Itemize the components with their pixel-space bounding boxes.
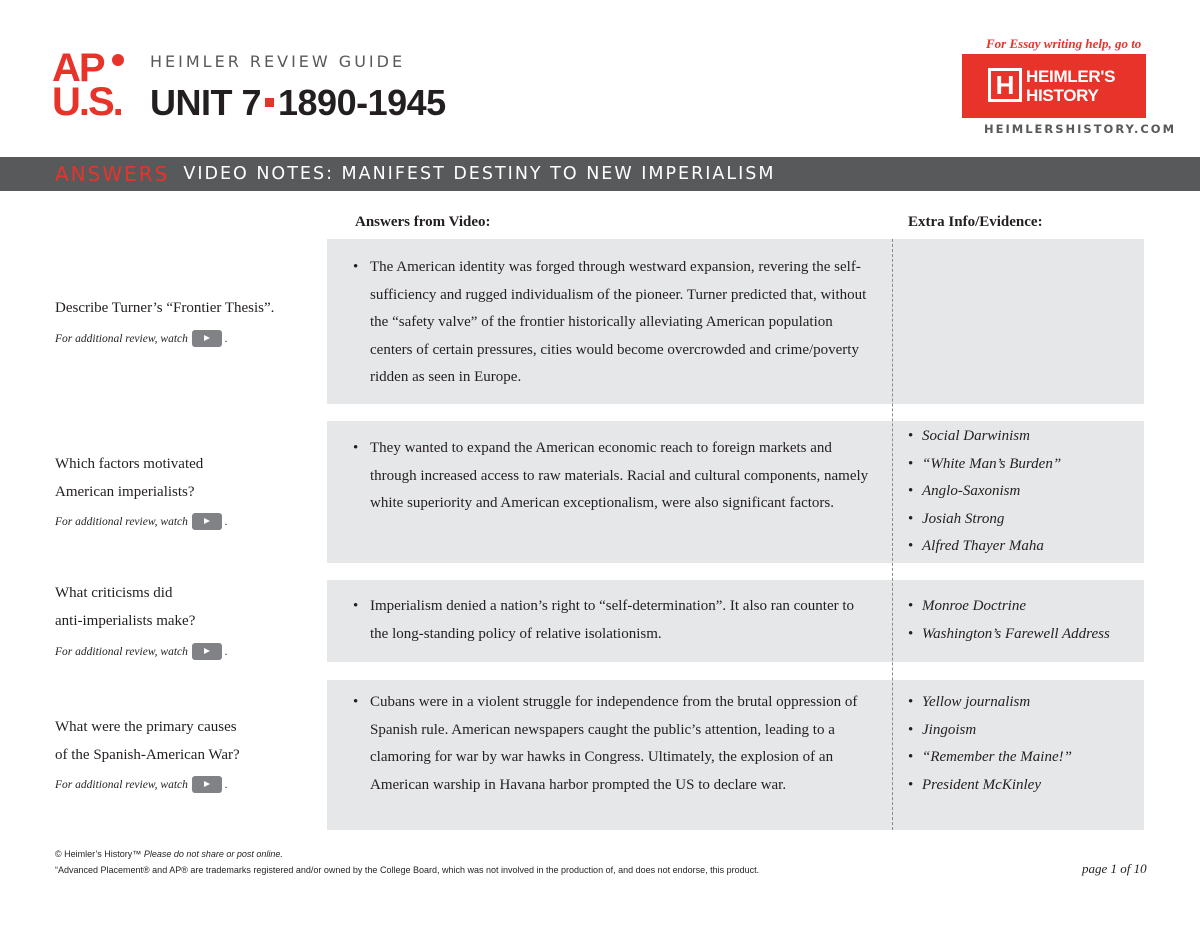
review-end: . (224, 332, 228, 345)
extra-item: • Washington’s Farewell Address (904, 621, 1144, 649)
section-title-bar (0, 157, 1200, 191)
row-4-question (55, 714, 315, 769)
youtube-play-icon[interactable] (192, 513, 222, 530)
answer-text: • Imperialism denied a nation’s right to “self-determination”. It also ran counter to the long-standing policy of relative isolationism. (350, 593, 870, 648)
heimlers-history-logo-link[interactable] (962, 54, 1146, 118)
footer-trademark: “Advanced Placement® and AP® are trademarks registered and/or owned by the College Board, which was not involved in the production of, and does not endorse, this product. (55, 865, 760, 875)
unit-separator-square (265, 98, 274, 107)
brand-name: HEIMLER'S HISTORY (1026, 67, 1116, 105)
page-number: page 1 of 10 (1082, 861, 1147, 876)
question-line: What criticisms did (55, 585, 173, 601)
answers-label: ANSWERS (55, 162, 170, 186)
row-1-answer (350, 254, 870, 392)
question-line: American imperialists? (55, 483, 195, 500)
ap-us-logo (52, 46, 132, 124)
question-line: Which factors motivated (55, 456, 204, 472)
row-4-extras (904, 689, 1144, 799)
answers-column-header: Answers from Video: (355, 214, 491, 230)
answer-text: • The American identity was forged through westward expansion, revering the self-sufficiency and rugged individualism of the pioneer. Turner predicted that, without the “safety valve” of the frontier historically alleviating American population centers of certain pressures, cities would become overcrowded and crime/poverty ridden as seen in Europe. (350, 254, 870, 392)
question-line: of the Spanish-American War? (55, 746, 240, 763)
extra-item: • “Remember the Maine!” (904, 744, 1144, 772)
question-line: anti-imperialists make? (55, 612, 196, 629)
row-3-extras (904, 593, 1144, 648)
logo-us-text: U.S. (52, 80, 122, 124)
guide-label: HEIMLER REVIEW GUIDE (150, 52, 406, 71)
extra-item: • Social Darwinism (904, 423, 1144, 451)
extra-item: • Jingoism (904, 717, 1144, 745)
brand-h-icon: H (988, 68, 1022, 102)
question-line: What were the primary causes (55, 719, 237, 735)
review-end: . (224, 515, 228, 528)
extra-item: • Alfred Thayer Maha (904, 533, 1144, 561)
row-2-question (55, 451, 315, 506)
row-1-question (55, 295, 315, 323)
unit-title (150, 82, 446, 124)
extra-info-column-header: Extra Info/Evidence: (908, 214, 1043, 230)
extra-item: • President McKinley (904, 772, 1144, 800)
review-text: For additional review, watch (55, 645, 188, 658)
answer-text: • They wanted to expand the American economic reach to foreign markets and through increased access to raw materials. Racial and cultural components, namely white superiority and American exceptionalism, were also significant factors. (350, 435, 870, 518)
essay-note: For Essay writing help, go to (986, 36, 1142, 51)
share-notice: Please do not share or post online. (143, 849, 283, 859)
extra-item: • “White Man’s Burden” (904, 451, 1144, 479)
column-divider (892, 239, 893, 830)
copyright-text: © Heimler’s History™ (55, 849, 142, 859)
logo-ap-text: AP (52, 46, 104, 90)
unit-label: UNIT 7 (150, 82, 262, 123)
review-text: For additional review, watch (55, 778, 188, 791)
extra-item: • Josiah Strong (904, 506, 1144, 534)
youtube-play-icon[interactable] (192, 330, 222, 347)
row-4-review (55, 776, 228, 793)
row-2-answer (350, 435, 870, 518)
youtube-play-icon[interactable] (192, 643, 222, 660)
row-3-answer (350, 593, 870, 648)
row-3-question (55, 580, 315, 635)
logo-registered-dot (112, 54, 124, 66)
extra-item: • Yellow journalism (904, 689, 1144, 717)
row-1-review (55, 330, 228, 347)
review-text: For additional review, watch (55, 332, 188, 345)
row-4-answer (350, 689, 870, 799)
review-end: . (224, 778, 228, 791)
review-text: For additional review, watch (55, 515, 188, 528)
answer-text: • Cubans were in a violent struggle for independence from the brutal oppression of Spanish rule. American newspapers caught the public’s attention, leading to a clamoring for war by war hawks in Congress. Ultimately, the explosion of an American warship in Havana harbor prompted the US to declare war. (350, 689, 870, 799)
unit-years: 1890-1945 (278, 82, 446, 123)
review-end: . (224, 645, 228, 658)
extra-item: • Anglo-Saxonism (904, 478, 1144, 506)
youtube-play-icon[interactable] (192, 776, 222, 793)
section-title: VIDEO NOTES: MANIFEST DESTINY TO NEW IMPERIALISM (183, 164, 776, 184)
brand-url-link[interactable]: HEIMLERSHISTORY.COM (984, 122, 1177, 136)
question-line: Describe Turner’s “Frontier Thesis”. (55, 300, 275, 316)
row-2-review (55, 513, 228, 530)
footer-copyright (55, 849, 283, 859)
extra-item: • Monroe Doctrine (904, 593, 1144, 621)
row-3-review (55, 643, 228, 660)
row-2-extras (904, 423, 1144, 561)
